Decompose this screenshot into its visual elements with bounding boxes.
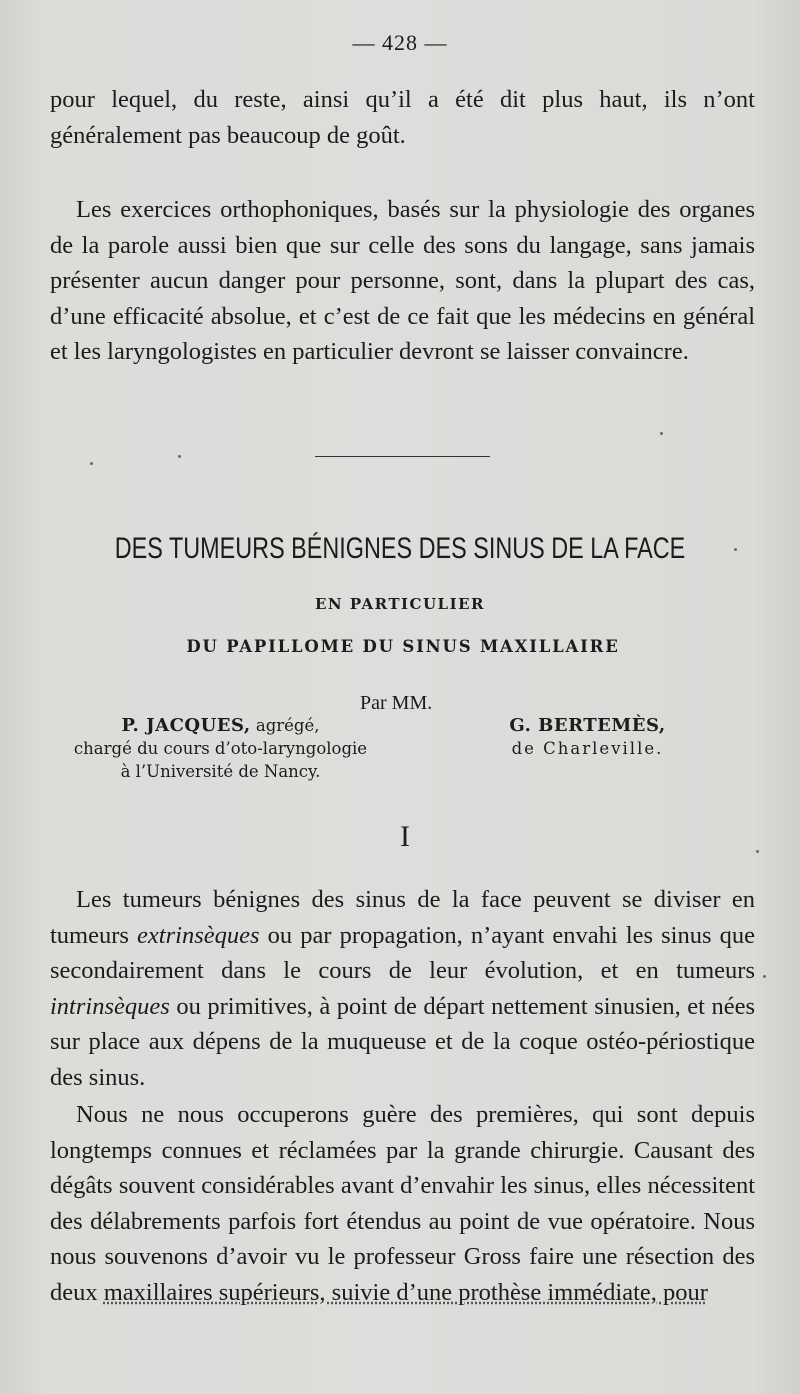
paragraph-first-tumors xyxy=(50,1097,755,1311)
author-name-bertemes: G. BERTEMÈS, xyxy=(509,715,666,736)
paragraph-3-text-2: ou par propagation, n’ayant envahi les sinus que secondairement dans le cours de leur évolution, et en tumeurs xyxy=(50,921,755,985)
paper-speck xyxy=(178,455,181,458)
author-bertemes-place: de Charleville. xyxy=(511,739,664,758)
section-number: I xyxy=(400,820,410,853)
section-divider-rule xyxy=(315,456,490,457)
paper-speck xyxy=(734,548,737,551)
author-title-jacques: agrégé, xyxy=(255,716,320,735)
paragraph-3-text-3: ou primitives, à point de départ nettement sinusien, et nées sur place aux dépens de la muqueuse et de la coque ostéo-périostique des sinus. xyxy=(50,992,755,1091)
paper-speck xyxy=(660,432,663,435)
author-jacques-line-1 xyxy=(48,714,393,737)
article-byline: Par MM. xyxy=(360,692,433,714)
paper-speck xyxy=(90,462,93,465)
author-jacques-affiliation-1: chargé du cours d’oto-laryngologie xyxy=(73,739,368,758)
author-name-jacques: P. JACQUES, xyxy=(121,715,251,736)
author-block-bertemes xyxy=(475,714,700,760)
article-subtitle-1: EN PARTICULIER xyxy=(314,595,486,613)
term-intrinseques: intrinsèques xyxy=(50,992,170,1020)
paper-speck xyxy=(763,975,766,978)
page-number: — 428 — xyxy=(352,30,448,55)
article-title: DES TUMEURS BÉNIGNES DES SINUS DE LA FACE xyxy=(114,532,686,565)
paper-speck xyxy=(756,850,759,853)
paragraph-continued: pour lequel, du reste, ainsi qu’il a été dit plus haut, ils n’ont généralement pas beaucoup de goût. xyxy=(50,86,755,149)
paragraph-tumor-classification xyxy=(50,882,755,1096)
paragraph-4-last-line: maxillaires supérieurs, suivie d’une prothèse immédiate, pour xyxy=(103,1278,708,1306)
author-block-jacques xyxy=(48,714,393,783)
term-extrinseques: extrinsèques xyxy=(137,921,260,949)
article-subtitle-2: DU PAPILLOME DU SINUS MAXILLAIRE xyxy=(186,637,620,656)
paragraph-3-text-1: Les tumeurs bénignes des sinus de la face peuvent se diviser en tumeurs xyxy=(50,886,755,949)
paragraph-orthophonic-exercises: Les exercices orthophoniques, basés sur la physiologie des organes de la parole aussi bien que sur celle des sons du langage, sans jamais présenter aucun danger pour personne, sont, dans la plupart des cas, d’une efficacité absolue, et c’est de ce fait que les médecins en général et les laryngologistes en particulier devront se laisser convaincre. xyxy=(50,196,755,366)
author-jacques-affiliation-2: à l’Université de Nancy. xyxy=(120,762,321,781)
paragraph-4-text: Nous ne nous occuperons guère des premières, qui sont depuis longtemps connues et réclamées par la grande chirurgie. Causant des dégâts souvent considérables avant d’envahir les sinus, elles nécessitent des délabrements parfois fort étendus au point de vue opératoire. Nous nous souvenons d’avoir vu le professeur Gross faire une résection des deux xyxy=(50,1101,755,1306)
